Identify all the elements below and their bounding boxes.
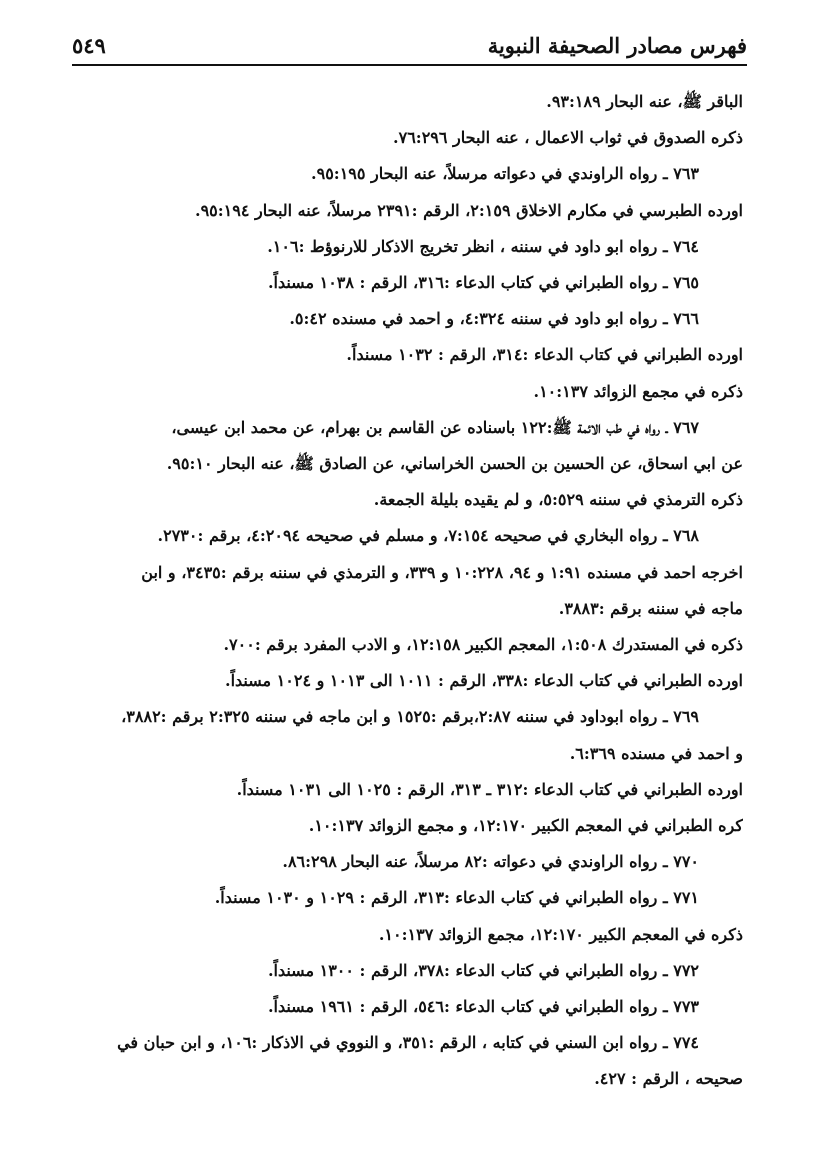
text-line: ٧٧٣ ـ رواه الطبراني في كتاب الدعاء :٥٤٦، الرقم : ١٩٦١ مسنداً. xyxy=(267,997,699,1017)
text-line: الباقر ﷺ، عنه البحار ٩٣:١٨٩. xyxy=(546,92,743,111)
text-line: ٧٦٨ ـ رواه البخاري في صحيحه ٧:١٥٤، و مسلم في صحيحه ٤:٢٠٩٤، برقم :٢٧٣٠. xyxy=(157,526,699,546)
text-line: ٧٧٤ ـ رواه ابن السني في كتابه ، الرقم :٣٥١، و النووي في الاذكار :١٠٦، و ابن حبان في xyxy=(117,1033,699,1053)
text-line: ذكره في مجمع الزوائد ١٠:١٣٧. xyxy=(533,381,743,401)
text-line: اورده الطبراني في كتاب الدعاء :٣١٢ ـ ٣١٣، الرقم : ١٠٢٥ الى ١٠٣١ مسنداً. xyxy=(236,779,743,799)
text-line: ٧٧٢ ـ رواه الطبراني في كتاب الدعاء :٣٧٨، الرقم : ١٣٠٠ مسنداً. xyxy=(267,960,699,980)
running-title: فهرس مصادر الصحيفة النبوية xyxy=(487,32,747,58)
text-line: اورده الطبرسي في مكارم الاخلاق ٢:١٥٩، الرقم :٢٣٩١ مرسلاً، عنه البحار ٩٥:١٩٤. xyxy=(194,200,743,220)
text-line: ٧٦٦ ـ رواه ابو داود في سننه ٤:٣٢٤، و احمد في مسنده ٥:٤٢. xyxy=(289,309,699,329)
page-number: ٥٤٩ xyxy=(72,32,106,58)
text-line: اخرجه احمد في مسنده ١:٩١ و ٩٤، ١٠:٢٢٨ و ٣٣٩، و الترمذي في سننه برقم :٣٤٣٥، و ابن xyxy=(141,562,743,582)
text-line: ٧٦٩ ـ رواه ابوداود في سننه ٢:٨٧،برقم :١٥٢٥ و ابن ماجه في سننه ٢:٣٢٥ برقم :٣٨٨٢، xyxy=(121,707,699,727)
text-line: ٧٧١ ـ رواه الطبراني في كتاب الدعاء :٣١٣، الرقم : ١٠٢٩ و ١٠٣٠ مسنداً. xyxy=(214,888,699,908)
text-line: اورده الطبراني في كتاب الدعاء :٣٣٨، الرقم : ١٠١١ الى ١٠١٣ و ١٠٢٤ مسنداً. xyxy=(225,671,743,691)
page-header xyxy=(72,26,747,66)
text-line: ماجه في سننه برقم :٣٨٨٣. xyxy=(558,598,743,618)
text-line: اورده الطبراني في كتاب الدعاء :٣١٤، الرقم : ١٠٣٢ مسنداً. xyxy=(346,345,743,365)
text-line: ٧٦٤ ـ رواه ابو داود في سننه ، انظر تخريج الاذكار للارنوؤط :١٠٦. xyxy=(267,236,699,256)
text-line: عن ابي اسحاق، عن الحسين بن الحسن الخراساني، عن الصادق ﷺ، عنه البحار ٩٥:١٠. xyxy=(166,454,743,474)
text-line: صحيحه ، الرقم : ٤٢٧. xyxy=(594,1069,743,1089)
text-line: ٧٦٧ ـ رواه في طب الائمة ﷺ:١٢٢ باسناده عن القاسم بن بهرام، عن محمد ابن عيسى، xyxy=(171,417,699,437)
text-line: و احمد في مسنده ٦:٣٦٩. xyxy=(569,743,743,763)
text-line: ذكره في المعجم الكبير ١٢:١٧٠، مجمع الزوائد ١٠:١٣٧. xyxy=(378,924,743,944)
text-line: ٧٦٥ ـ رواه الطبراني في كتاب الدعاء :٣١٦، الرقم : ١٠٣٨ مسنداً. xyxy=(267,273,699,293)
text-line: ٧٧٠ ـ رواه الراوندي في دعواته :٨٢ مرسلاً، عنه البحار ٨٦:٢٩٨. xyxy=(282,852,699,872)
text-line: ذكره الصدوق في ثواب الاعمال ، عنه البحار ٧٦:٢٩٦. xyxy=(393,128,743,148)
text-line: ٧٦٣ ـ رواه الراوندي في دعواته مرسلاً، عنه البحار ٩٥:١٩٥. xyxy=(311,164,699,184)
text-line: ذكره في المستدرك ١:٥٠٨، المعجم الكبير ١٢:١٥٨، و الادب المفرد برقم :٧٠٠. xyxy=(223,635,743,655)
page-body xyxy=(70,84,743,1098)
text-line: ذكره الترمذي في سننه ٥:٥٢٩، و لم يقيده بليلة الجمعة. xyxy=(373,490,743,510)
text-line: كره الطبراني في المعجم الكبير ١٢:١٧٠، و مجمع الزوائد ١٠:١٣٧. xyxy=(308,816,743,836)
